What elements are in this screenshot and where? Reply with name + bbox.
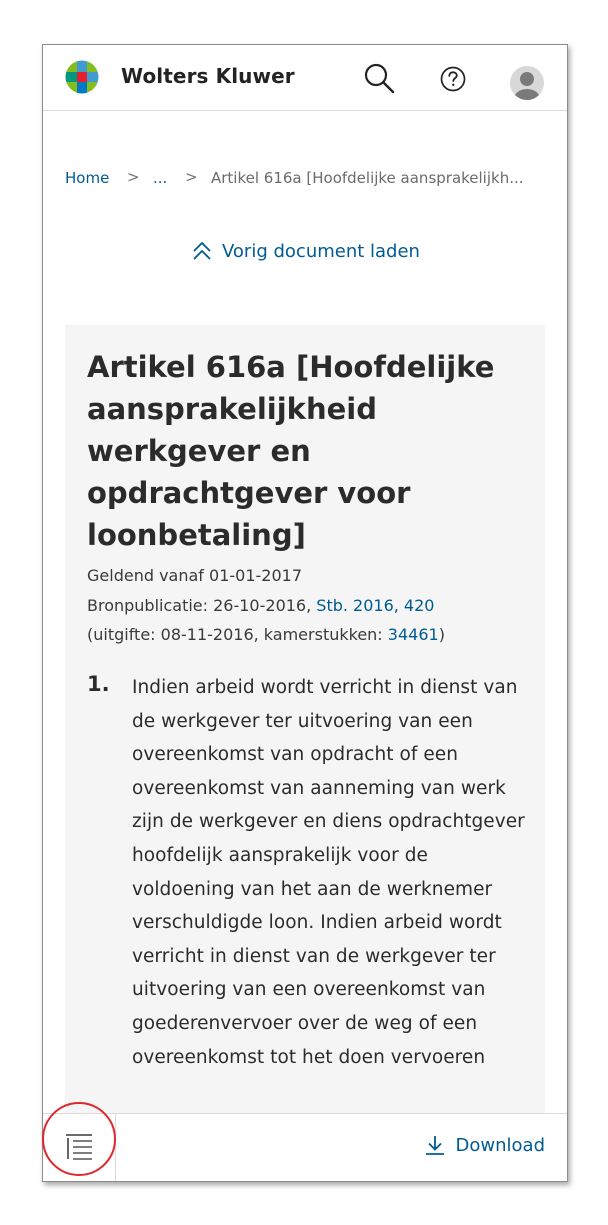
search-icon[interactable]	[363, 62, 395, 94]
source-publication	[87, 591, 527, 621]
download-label: Download	[455, 1134, 545, 1156]
brand-name[interactable]: Wolters Kluwer	[121, 64, 295, 88]
valid-from: Geldend vanaf 01-01-2017	[87, 566, 302, 585]
avatar-icon[interactable]	[510, 66, 544, 100]
table-of-contents-button[interactable]	[43, 1114, 116, 1182]
bottom-toolbar	[43, 1113, 567, 1182]
article-panel	[65, 325, 545, 1145]
download-button[interactable]	[424, 1134, 545, 1156]
double-chevron-up-icon	[191, 240, 213, 262]
table-of-contents-icon	[65, 1134, 93, 1160]
article-title: Artikel 616a [Hoofdelijke aansprakelijkheid werkgever en opdrachtgever voor loonbetaling]	[87, 350, 495, 552]
download-icon	[424, 1134, 446, 1156]
app-frame	[42, 44, 568, 1182]
breadcrumb-home[interactable]: Home	[65, 169, 110, 187]
breadcrumb-separator: >	[127, 168, 140, 186]
kamerstukken-link[interactable]: 34461	[387, 625, 439, 644]
wolters-kluwer-logo-icon[interactable]	[65, 60, 99, 94]
load-previous-document-button[interactable]	[191, 238, 420, 264]
breadcrumb-ellipsis[interactable]: ...	[153, 169, 168, 187]
source-link[interactable]: Stb. 2016, 420	[316, 595, 435, 615]
breadcrumb	[65, 169, 545, 191]
help-icon[interactable]	[440, 66, 466, 92]
issue-info	[87, 620, 527, 650]
breadcrumb-current: Artikel 616a [Hoofdelijke aansprakelijkh...	[211, 169, 524, 187]
issue-prefix: (uitgifte: 08-11-2016, kamerstukken:	[87, 625, 388, 644]
issue-suffix: )	[438, 625, 445, 644]
article-meta	[87, 561, 527, 650]
header	[43, 45, 567, 111]
paragraph-text: Indien arbeid wordt verricht in dienst van de werkgever ter uitvoering van een overeenkomst van opdracht of een overeenkomst van aanneming van werk zijn de werkgever en diens opdrachtgever hoofdelijk aansprakelijk voor de voldoening van het aan de werknemer verschuldigde loon. Indien arbeid wordt verricht in dienst van de werkgever ter uitvoering van een overeenkomst van goederenvervoer over de weg of een overeenkomst tot het doen vervoeren	[132, 677, 525, 1068]
source-label: Bronpublicatie: 26-10-2016,	[87, 595, 317, 615]
load-previous-document-label: Vorig document laden	[222, 240, 420, 262]
breadcrumb-separator: >	[185, 168, 198, 186]
paragraph-number: 1.	[87, 672, 110, 696]
